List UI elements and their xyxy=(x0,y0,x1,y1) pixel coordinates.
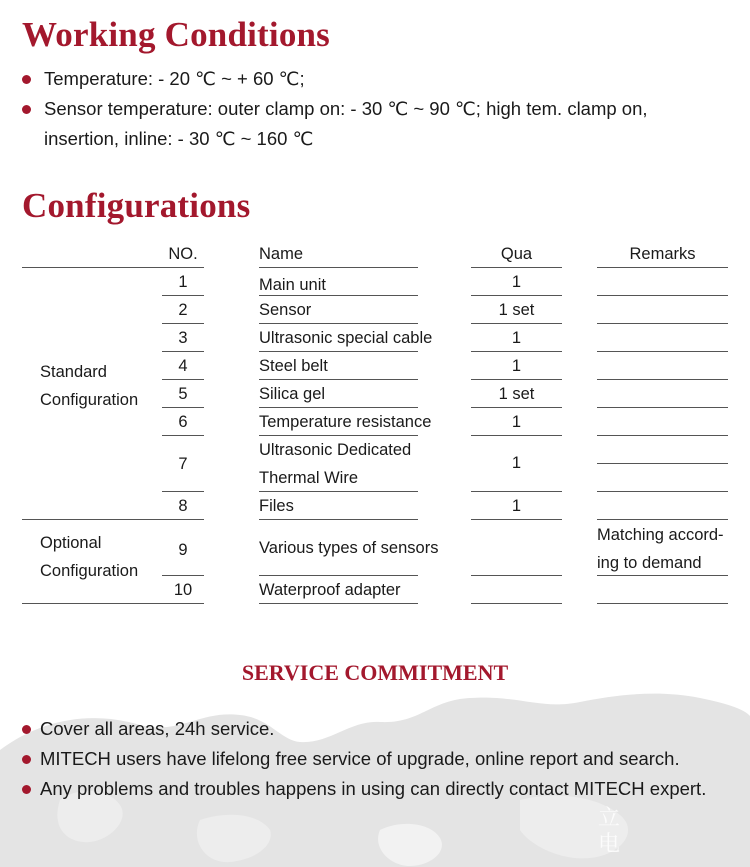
divider xyxy=(259,379,418,380)
divider xyxy=(597,295,728,296)
group-label-optional: Configuration xyxy=(40,562,139,580)
row-no: 10 xyxy=(173,581,193,599)
service-item-text: MITECH users have lifelong free service of upgrade, online report and search. xyxy=(40,748,680,769)
row-name: Steel belt xyxy=(259,357,328,375)
bullet-dot xyxy=(22,75,31,84)
row-no: 7 xyxy=(178,455,188,473)
divider xyxy=(597,407,728,408)
row-name: Main unit xyxy=(259,276,326,294)
divider xyxy=(471,351,562,352)
bullet-dot xyxy=(22,725,31,734)
group-label-optional: Optional xyxy=(40,534,102,552)
row-no: 9 xyxy=(178,541,188,559)
divider xyxy=(597,519,728,520)
row-no: 3 xyxy=(178,329,188,347)
header-name: Name xyxy=(259,245,304,263)
divider xyxy=(22,603,204,604)
divider xyxy=(259,491,418,492)
divider xyxy=(597,575,728,576)
divider xyxy=(597,267,728,268)
divider xyxy=(597,491,728,492)
divider xyxy=(471,379,562,380)
working-conditions-title: Working Conditions xyxy=(22,15,331,54)
divider xyxy=(471,407,562,408)
divider xyxy=(162,351,204,352)
header-remarks: Remarks xyxy=(629,245,696,263)
optional-remark: Matching accord- xyxy=(597,526,724,544)
divider xyxy=(597,379,728,380)
row-qty: 1 set xyxy=(498,301,535,319)
divider xyxy=(471,295,562,296)
watermark-char: 电 xyxy=(598,832,621,857)
divider xyxy=(162,379,204,380)
divider xyxy=(597,351,728,352)
row-qty: 1 xyxy=(511,273,522,291)
row-name: Thermal Wire xyxy=(259,469,359,487)
service-item-text: Cover all areas, 24h service. xyxy=(40,718,275,739)
divider xyxy=(259,603,418,604)
divider xyxy=(471,323,562,324)
divider xyxy=(259,295,418,296)
divider xyxy=(259,267,418,268)
row-no: 5 xyxy=(178,385,188,403)
divider xyxy=(162,491,204,492)
row-no: 8 xyxy=(178,497,188,515)
row-name: Files xyxy=(259,497,294,515)
divider xyxy=(597,323,728,324)
divider xyxy=(471,491,562,492)
row-qty: 1 xyxy=(511,329,522,347)
working-item-text-continued: insertion, inline: - 30 ℃ ~ 160 ℃ xyxy=(44,128,314,149)
row-qty: 1 xyxy=(511,497,522,515)
bullet-dot xyxy=(22,785,31,794)
divider xyxy=(597,603,728,604)
divider xyxy=(162,323,204,324)
working-item-text: Temperature: - 20 ℃ ~ + 60 ℃; xyxy=(44,68,305,89)
divider xyxy=(259,407,418,408)
group-label-standard: Configuration xyxy=(40,391,139,409)
header-qty: Qua xyxy=(500,245,533,263)
row-name: Various types of sensors xyxy=(259,539,439,557)
divider xyxy=(259,351,418,352)
divider xyxy=(259,323,418,324)
divider xyxy=(162,575,204,576)
row-no: 1 xyxy=(178,273,188,291)
divider xyxy=(162,295,204,296)
divider xyxy=(471,519,562,520)
row-qty: 1 set xyxy=(498,385,535,403)
group-label-standard: Standard xyxy=(40,363,107,381)
row-qty: 1 xyxy=(511,413,522,431)
divider xyxy=(259,435,418,436)
divider xyxy=(471,603,562,604)
row-name: Waterproof adapter xyxy=(259,581,401,599)
row-qty: 1 xyxy=(511,454,522,472)
divider xyxy=(471,575,562,576)
divider xyxy=(22,519,204,520)
divider xyxy=(471,435,562,436)
bullet-dot xyxy=(22,755,31,764)
row-name: Ultrasonic Dedicated xyxy=(259,441,412,459)
service-item-text: Any problems and troubles happens in using can directly contact MITECH expert. xyxy=(40,778,707,799)
watermark-text xyxy=(598,806,620,858)
divider xyxy=(597,435,728,436)
row-name: Ultrasonic special cable xyxy=(259,329,433,347)
configurations-title: Configurations xyxy=(22,186,251,225)
divider xyxy=(597,463,728,464)
row-no: 6 xyxy=(178,413,188,431)
divider xyxy=(259,575,418,576)
row-no: 2 xyxy=(178,301,188,319)
optional-remark: ing to demand xyxy=(597,554,702,572)
divider xyxy=(162,435,204,436)
row-name: Sensor xyxy=(259,301,312,319)
row-name: Silica gel xyxy=(259,385,326,403)
row-no: 4 xyxy=(178,357,188,375)
service-commitment-title: SERVICE COMMITMENT xyxy=(241,660,509,685)
header-no: NO. xyxy=(168,245,198,263)
divider xyxy=(259,519,418,520)
watermark-char: 立 xyxy=(598,806,621,831)
row-name: Temperature resistance xyxy=(259,413,432,431)
divider xyxy=(162,407,204,408)
working-item-text: Sensor temperature: outer clamp on: - 30 ℃ ~ 90 ℃; high tem. clamp on, xyxy=(44,98,648,119)
bullet-dot xyxy=(22,105,31,114)
row-qty: 1 xyxy=(511,357,522,375)
